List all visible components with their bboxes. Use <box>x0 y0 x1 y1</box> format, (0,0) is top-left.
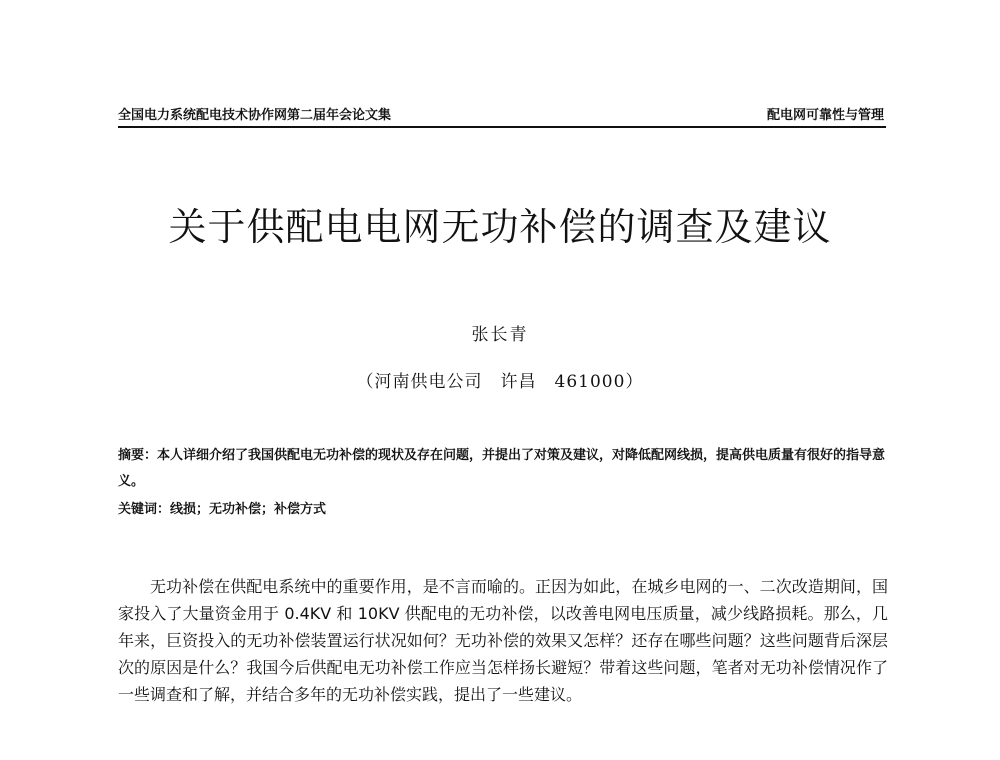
keywords-label: 关键词： <box>118 502 171 517</box>
running-header <box>118 102 886 128</box>
paper-title: 关于供配电电网无功补偿的调查及建议 <box>168 205 832 249</box>
abstract <box>118 443 888 495</box>
author-affiliation: （河南供电公司 许昌 461000） <box>356 372 644 392</box>
keywords <box>118 497 888 523</box>
body-paragraph: 无功补偿在供配电系统中的重要作用，是不言而喻的。正因为如此，在城乡电网的一、二次改造期间，国家投入了大量资金用于 0.4KV 和 10KV 供配电的无功补偿，以改善电网电压质量，减少线路损耗。那么，几年来，巨资投入的无功补偿装置运行状况如何？无功补偿的效果又怎样？还存在哪些问题？这些问题背后深层次的原因是什么？我国今后供配电无功补偿工作应当怎样扬长避短？带着这些问题，笔者对无功补偿情况作了一些调查和了解，并结合多年的无功补偿实践，提出了一些建议。 <box>118 577 888 704</box>
abstract-text: 本人详细介绍了我国供配电无功补偿的现状及存在问题，并提出了对策及建议，对降低配网线损，提高供电质量有很好的指导意义。 <box>118 448 886 489</box>
author-name: 张长青 <box>471 325 529 345</box>
abstract-label: 摘要： <box>118 448 158 463</box>
keywords-text: 线损；无功补偿；补偿方式 <box>170 502 327 517</box>
header-section-title: 配电网可靠性与管理 <box>766 108 884 123</box>
header-proceedings-title: 全国电力系统配电技术协作网第二届年会论文集 <box>118 108 392 123</box>
